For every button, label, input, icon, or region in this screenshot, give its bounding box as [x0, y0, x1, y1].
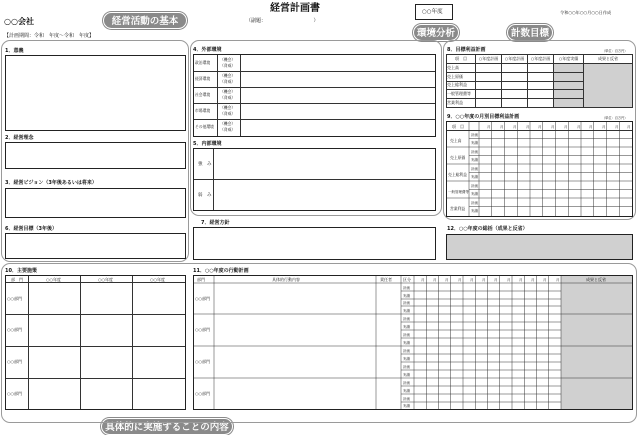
opportunity-label: （機会） [220, 121, 236, 126]
document-subtitle: （副題： ） [246, 18, 319, 24]
action-header-dept: 部門 [197, 277, 205, 282]
external-env-other: その他環境 [195, 124, 214, 129]
monthly-row-operating: 営業利益 [450, 206, 466, 211]
opportunity-label: （機会） [220, 57, 236, 62]
monthly-row-admin: 一般管理費等 [448, 190, 469, 194]
measures-header-year-2: ○○年度 [98, 277, 113, 282]
annotation-environment: 環境分析 [413, 24, 459, 41]
fiscal-year-box: ○○年度 [415, 4, 453, 20]
monthly-row-sales: 売上高 [450, 138, 462, 143]
annotation-basics: 経営活動の基本 [103, 12, 187, 29]
section-6-label: 6．経営目標（3年後） [5, 226, 57, 232]
annotation-numeric: 計数目標 [507, 24, 553, 41]
strength-label: 強 み [198, 162, 212, 167]
external-env-market: 市場環境 [195, 108, 211, 113]
external-env-society: 社会環境 [195, 92, 211, 97]
monthly-plan-grid: 項 目 売上高 売上原価 売上総利益 一般管理費等 営業利益 計画 実績 計画 実績 計画 実績 計画 実績 計画 実績 月 月 月 月 月 月 月 月 月 月 月 月 [446, 121, 633, 217]
document-title: 経営計画書 [270, 3, 320, 14]
external-env-politics: 政治環境 [195, 60, 211, 65]
section-1-label: 1．意義 [5, 48, 24, 54]
external-env-economy: 経済環境 [195, 76, 211, 81]
measures-dept: ○○部門 [7, 359, 22, 364]
company-name: ○○会社 [4, 17, 34, 26]
monthly-grid-lines [447, 122, 632, 216]
section-11-label: 11．○○年度の行動計画 [193, 268, 249, 274]
opportunity-label: （機会） [220, 105, 236, 110]
measures-dept: ○○部門 [7, 327, 22, 332]
action-header-type: 区分 [403, 277, 411, 282]
section-7-box[interactable] [193, 227, 436, 260]
internal-env-box [193, 148, 436, 211]
threat-label: （脅威） [220, 79, 236, 84]
section-5-label: 5．内部環境 [193, 141, 222, 147]
section-12-label: 12．○○年度の総括（成果と反省） [447, 226, 528, 232]
section-2-box[interactable] [5, 142, 186, 169]
section-7-label: 7．経営方針 [201, 220, 230, 226]
section-1-box[interactable] [5, 55, 186, 131]
measures-header-year-3: ○○年度 [150, 277, 165, 282]
plan-period: 【計画期間：令和 年度～令和 年度】 [4, 33, 95, 39]
action-dept: ○○部門 [195, 327, 210, 332]
action-plan-grid: 部門 具体的行動内容 責任者 区分 成果と反省 ○○部門 ○○部門 ○○部門 ○○部門 計画 実績 計画 実績 計画 実績 計画 実績 計画 実績 計画 実績 計画 実績 計画 実績 月 月 月 月 月 月 月 月 月 月 月 月 [193, 275, 633, 410]
section-8-label: 8．目標利益計画 [447, 47, 486, 53]
section-12-box[interactable] [446, 234, 633, 260]
monthly-item-header: 項 目 [452, 124, 464, 129]
external-env-box [193, 54, 436, 137]
threat-label: （脅威） [220, 111, 236, 116]
opportunity-label: （機会） [220, 89, 236, 94]
threat-label: （脅威） [220, 63, 236, 68]
action-header-result: 成果と反省 [586, 277, 606, 282]
section-9-unit: （単位：百万円） [602, 116, 628, 120]
monthly-row-cost: 売上原価 [450, 155, 466, 160]
annotation-concrete: 具体的に実施することの内容 [101, 418, 233, 435]
profit-plan-table: 項 目 ○年度計画 ○年度計画 ○年度計画 ○年度実績 成果と反省 売上高 売上原価 売上総利益 一般管理費等 営業利益 [446, 54, 633, 108]
section-9-label: 9．○○年度の月別目標利益計画 [447, 114, 520, 120]
section-3-label: 3．経営ビジョン（3年後あるいは将来） [5, 180, 97, 186]
section-6-box[interactable] [5, 233, 186, 259]
section-3-box[interactable] [5, 188, 186, 218]
measures-dept: ○○部門 [7, 391, 22, 396]
measures-grid [5, 275, 186, 410]
threat-label: （脅威） [220, 95, 236, 100]
creation-date: 令和○○年○○月○○日作成 [560, 10, 612, 15]
action-header-owner: 責任者 [380, 277, 392, 282]
weakness-label: 弱 み [198, 193, 212, 198]
opportunity-label: （機会） [220, 73, 236, 78]
section-4-label: 4．外部環境 [193, 47, 222, 53]
action-dept: ○○部門 [195, 296, 210, 301]
section-8-unit: （単位：百万円） [602, 49, 628, 53]
action-plan-grid-lines [194, 276, 632, 409]
action-dept: ○○部門 [195, 391, 210, 396]
measures-header-year-1: ○○年度 [46, 277, 61, 282]
action-dept: ○○部門 [195, 359, 210, 364]
measures-dept: ○○部門 [7, 296, 22, 301]
action-header-content: 具体的行動内容 [272, 277, 300, 282]
monthly-row-gross: 売上総利益 [448, 172, 467, 177]
section-10-label: 10．主要施策 [5, 268, 37, 274]
measures-header-dept: 部 門 [11, 277, 23, 282]
threat-label: （脅威） [220, 127, 236, 132]
section-2-label: 2．経営理念 [5, 135, 34, 141]
